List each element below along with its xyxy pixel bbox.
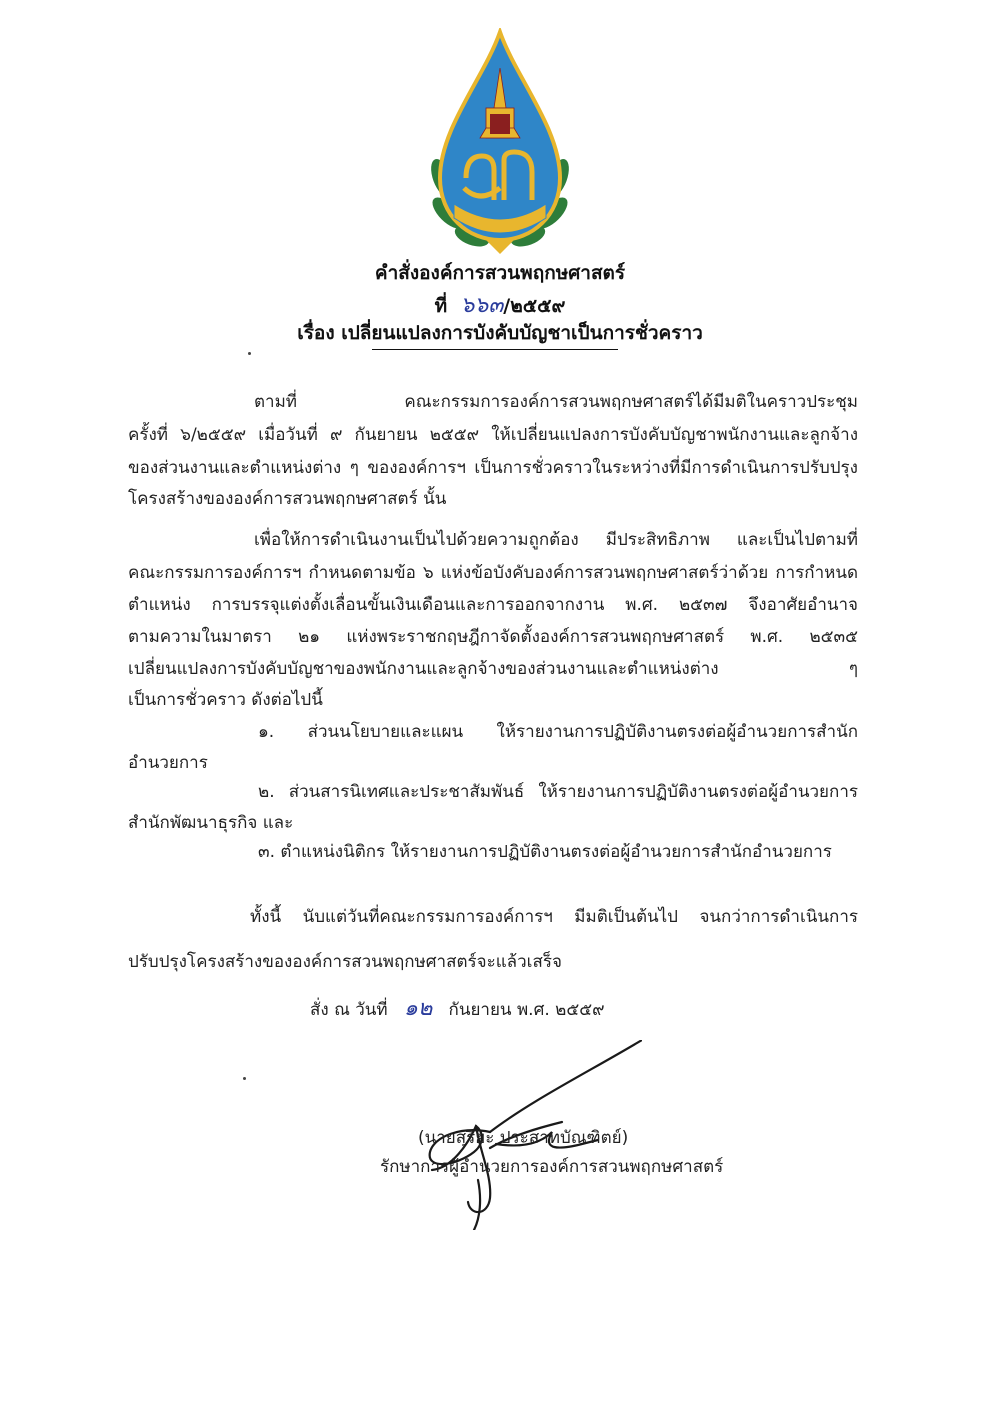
p1-line-1: ตามที่ คณะกรรมการองค์การสวนพฤกษศาสตร์ได้มีมติในคราวประชุม xyxy=(254,392,858,412)
date-prefix: สั่ง ณ วันที่ xyxy=(310,1000,388,1020)
p2-line-3: ตำแหน่ง การบรรจุแต่งตั้งเลื่อนขั้นเงินเดือนและการออกจากงาน พ.ศ. ๒๕๓๗ จึงอาศัยอำนาจ xyxy=(128,595,858,615)
signatory-position: รักษาการผู้อำนวยการองค์การสวนพฤกษศาสตร์ xyxy=(380,1157,724,1177)
order-number-prefix: ที่ xyxy=(434,295,448,317)
p2-line-4: ตามความในมาตรา ๒๑ แห่งพระราชกฤษฎีกาจัดตั้งองค์การสวนพฤกษศาสตร์ พ.ศ. ๒๕๓๕ xyxy=(128,627,858,647)
p1-line-3: ของส่วนงานและตำแหน่งต่าง ๆ ขององค์การฯ เป็นการชั่วคราวในระหว่างที่มีการดำเนินการปรับปรุง xyxy=(128,458,858,478)
date-suffix: กันยายน พ.ศ. ๒๕๕๙ xyxy=(448,1000,605,1020)
speck xyxy=(243,1077,246,1080)
item-2-line-1: ๒. ส่วนสารนิเทศและประชาสัมพันธ์ ให้รายงานการปฏิบัติงานตรงต่อผู้อำนวยการ xyxy=(258,782,858,802)
signatory-name: (นายสุริยะ ประสาทบัณฑิตย์) xyxy=(418,1128,629,1148)
p2-line-1: เพื่อให้การดำเนินงานเป็นไปด้วยความถูกต้อง มีประสิทธิภาพ และเป็นไปตามที่ xyxy=(254,530,858,550)
order-date xyxy=(310,997,760,1022)
date-day-handwritten: ๑๒ xyxy=(403,996,433,1021)
p2-line-5: เปลี่ยนแปลงการบังคับบัญชาของพนักงานและลูกจ้างของส่วนงานและตำแหน่งต่าง ๆ xyxy=(128,659,858,679)
order-number-suffix: /๒๕๕๙ xyxy=(503,295,566,317)
item-3: ๓. ตำแหน่งนิติกร ให้รายงานการปฏิบัติงานตรงต่อผู้อำนวยการสำนักอำนวยการ xyxy=(258,842,832,862)
order-number xyxy=(0,287,1000,322)
closing-line-1: ทั้งนี้ นับแต่วันที่คณะกรรมการองค์การฯ มีมติเป็นต้นไป จนกว่าการดำเนินการ xyxy=(250,907,858,927)
subject-line: เรื่อง เปลี่ยนแปลงการบังคับบัญชาเป็นการชั่วคราว xyxy=(297,322,703,344)
item-2-line-2: สำนักพัฒนาธุรกิจ และ xyxy=(128,813,294,833)
p2-line-6: เป็นการชั่วคราว ดังต่อไปนี้ xyxy=(128,690,323,710)
p1-line-4: โครงสร้างขององค์การสวนพฤกษศาสตร์ นั้น xyxy=(128,489,447,509)
organization-logo xyxy=(420,28,580,258)
header-divider xyxy=(372,349,618,350)
document-title: คำสั่งองค์การสวนพฤกษศาสตร์ xyxy=(374,262,626,284)
closing-line-2: ปรับปรุงโครงสร้างขององค์การสวนพฤกษศาสตร์จะแล้วเสร็จ xyxy=(128,952,562,972)
p2-line-2: คณะกรรมการองค์การฯ กำหนดตามข้อ ๖ แห่งข้อบังคับองค์การสวนพฤกษศาสตร์ว่าด้วย การกำหนด xyxy=(128,563,858,583)
p1-line-2: ครั้งที่ ๖/๒๕๕๙ เมื่อวันที่ ๙ กันยายน ๒๕๕๙ ให้เปลี่ยนแปลงการบังคับบัญชาพนักงานและลูกจ้าง xyxy=(128,425,858,445)
order-number-handwritten: ๖๖๓ xyxy=(460,293,504,318)
item-1-line-2: อำนวยการ xyxy=(128,753,208,773)
speck xyxy=(248,352,251,355)
item-1-line-1: ๑. ส่วนนโยบายและแผน ให้รายงานการปฏิบัติงานตรงต่อผู้อำนวยการสำนัก xyxy=(258,722,858,742)
